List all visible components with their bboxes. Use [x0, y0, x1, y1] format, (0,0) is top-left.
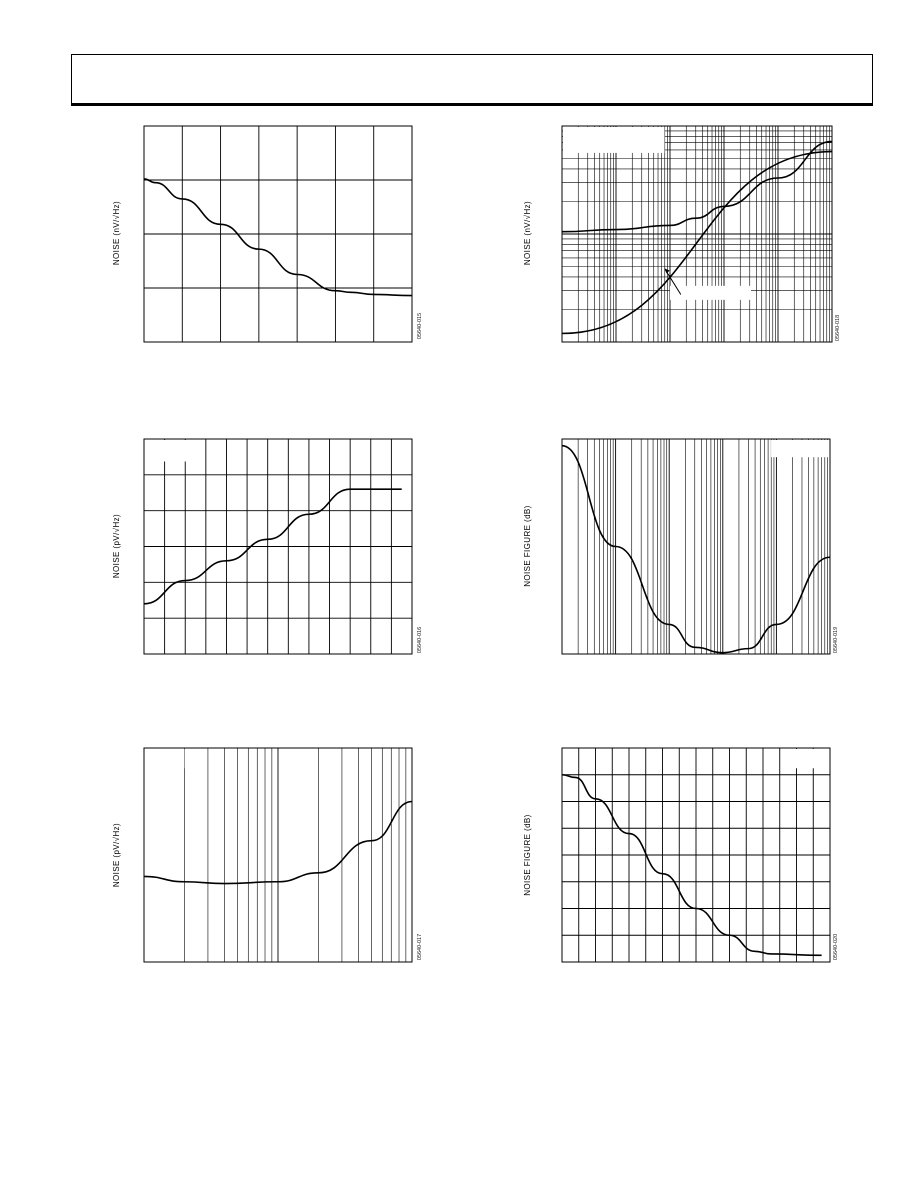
chart-2-ylabel: NOISE (nV/√Hz) — [523, 200, 532, 266]
chart-noise-figure-1 — [562, 439, 830, 654]
legend-area — [145, 749, 184, 768]
chart-3-ylabel: NOISE (pV/√Hz) — [112, 513, 121, 579]
series-line-1 — [562, 141, 832, 231]
chart-2-figure-code: 05640-018 — [835, 314, 841, 342]
series-line-1 — [144, 179, 412, 296]
chart-5-ylabel: NOISE (pV/√Hz) — [112, 822, 121, 888]
legend-area — [790, 749, 829, 768]
callout-arrowhead — [665, 269, 670, 274]
annotation-gap — [670, 286, 751, 300]
plot-frame — [562, 439, 830, 654]
chart-noise-3 — [144, 439, 412, 654]
chart-4-ylabel: NOISE FIGURE (dB) — [523, 505, 532, 587]
chart-noise-1 — [144, 126, 412, 342]
legend-area — [771, 440, 829, 457]
legend-area — [145, 440, 192, 462]
chart-1-ylabel: NOISE (nV/√Hz) — [112, 200, 121, 266]
chart-noise-figure-2 — [562, 748, 830, 962]
chart-noise-4 — [144, 748, 412, 962]
chart-4-figure-code: 05640-019 — [833, 626, 839, 654]
series-line-1 — [562, 446, 830, 653]
chart-3-figure-code: 05640-016 — [417, 626, 423, 654]
legend-area — [563, 127, 665, 153]
series-line-2 — [562, 152, 832, 334]
chart-noise-2 — [562, 126, 832, 342]
chart-6-figure-code: 05640-020 — [833, 933, 839, 961]
chart-1-figure-code: 05640-015 — [417, 312, 423, 340]
chart-5-figure-code: 05640-017 — [417, 933, 423, 961]
chart-6-ylabel: NOISE FIGURE (dB) — [523, 814, 532, 896]
